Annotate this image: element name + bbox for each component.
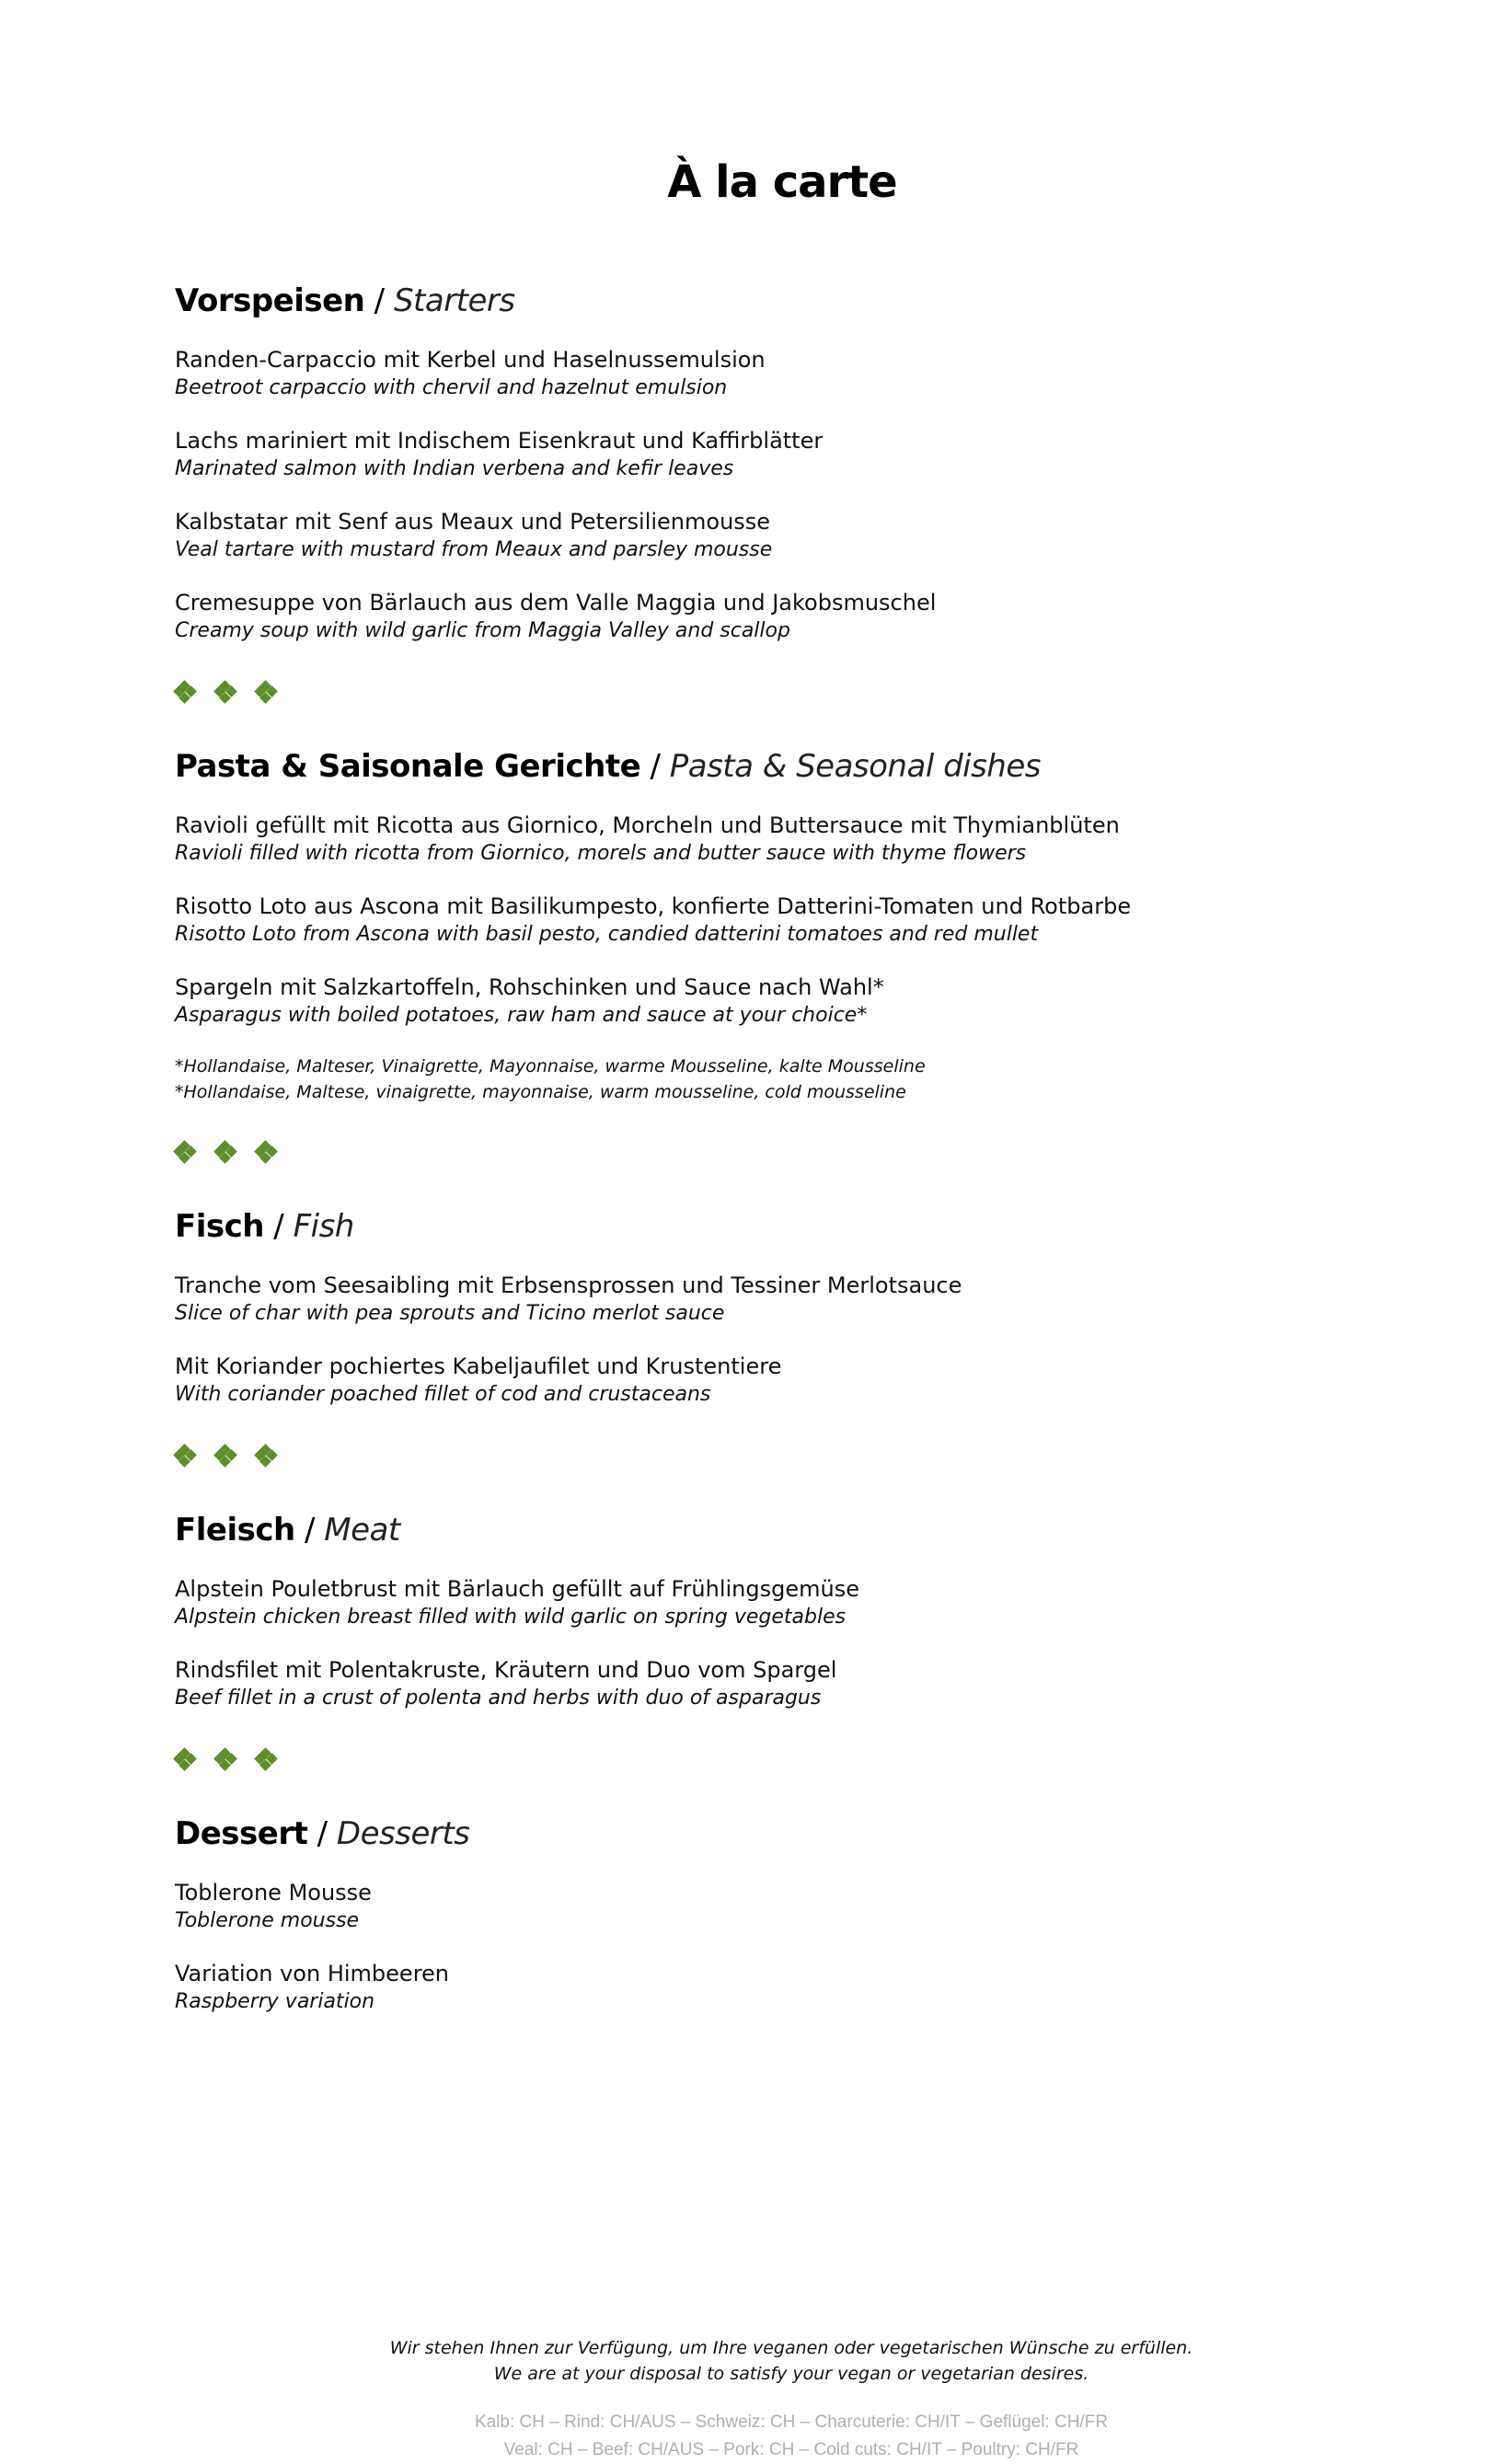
menu-item-en: Alpstein chicken breast filled with wild garlic on spring vegetables [175, 1606, 847, 1629]
menu-item-en: Creamy soup with wild garlic from Maggia Valley and scallop [175, 619, 790, 642]
menu-item [175, 1271, 1417, 1328]
menu-item [175, 1574, 1417, 1631]
four-diamond-ornament-icon [256, 1749, 276, 1769]
sauce-note-en: *Hollandaise, Maltese, vinaigrette, mayonnaise, warm mousseline, cold mousseline [175, 1082, 906, 1102]
menu-item-de: Cremesuppe von Bärlauch aus dem Valle Maggia und Jakobsmuschel [175, 590, 937, 616]
section-heading [175, 281, 1417, 321]
section-fish [175, 1206, 1417, 1409]
menu-item-en: Marinated salmon with Indian verbena and kefir leaves [175, 457, 734, 480]
page-title: À la carte [667, 156, 897, 208]
menu-item-en: With coriander poached fillet of cod and crustaceans [175, 1383, 711, 1406]
section-heading-en: Pasta & Seasonal dishes [669, 748, 1041, 785]
vegan-notice [0, 2335, 1486, 2387]
menu-item [175, 973, 1417, 1030]
meat-origin-info [0, 2409, 1486, 2464]
menu-item-de: Variation von Himbeeren [175, 1961, 450, 1986]
section-pasta [175, 746, 1417, 1105]
heading-separator: / [640, 748, 670, 785]
menu-item-en: Slice of char with pea sprouts and Ticino merlot sauce [175, 1302, 725, 1325]
menu-item-en: Ravioli filled with ricotta from Giornico, morels and butter sauce with thyme flowers [175, 842, 1027, 865]
menu-item-de: Lachs mariniert mit Indischem Eisenkraut und Kaffirblätter [175, 428, 824, 454]
section-divider [175, 1138, 1417, 1166]
section-heading-de: Dessert [175, 1815, 308, 1852]
menu-item-en: Asparagus with boiled potatoes, raw ham and sauce at your choice* [175, 1004, 868, 1027]
four-diamond-ornament-icon [215, 1445, 236, 1466]
menu-item-de: Tranche vom Seesaibling mit Erbsensprossen und Tessiner Merlotsauce [175, 1272, 962, 1298]
menu-item-de: Mit Koriander pochiertes Kabeljaufilet und Krustentiere [175, 1353, 782, 1379]
menu-item [175, 588, 1417, 645]
menu-item-de: Toblerone Mousse [175, 1880, 372, 1906]
section-meat [175, 1510, 1417, 1712]
section-desserts [175, 1813, 1417, 2016]
section-heading-en: Starters [393, 282, 515, 319]
four-diamond-ornament-icon [256, 1445, 276, 1466]
menu-item-en: Veal tartare with mustard from Meaux and parsley mousse [175, 538, 773, 561]
menu-item-en: Beef fillet in a crust of polenta and herbs with duo of asparagus [175, 1687, 822, 1710]
menu-item-de: Ravioli gefüllt mit Ricotta aus Giornico, Morcheln und Buttersauce mit Thymianblüten [175, 812, 1120, 838]
vegan-notice-en: We are at your disposal to satisfy your vegan or vegetarian desires. [493, 2364, 1089, 2384]
sauce-note-de: *Hollandaise, Malteser, Vinaigrette, Mayonnaise, warme Mousseline, kalte Mousseline [175, 1056, 926, 1077]
section-heading-de: Vorspeisen [175, 282, 365, 319]
section-heading [175, 1206, 1417, 1247]
menu-content [175, 281, 1417, 2040]
menu-item-de: Randen-Carpaccio mit Kerbel und Haselnussemulsion [175, 347, 766, 373]
menu-item [175, 1878, 1417, 1935]
section-divider [175, 1745, 1417, 1773]
section-divider [175, 1442, 1417, 1469]
four-diamond-ornament-icon [256, 1142, 276, 1162]
section-heading [175, 1813, 1417, 1854]
heading-separator: / [307, 1815, 337, 1852]
section-heading-en: Desserts [336, 1815, 470, 1852]
menu-item-en: Beetroot carpaccio with chervil and hazelnut emulsion [175, 376, 728, 399]
meat-origin-en: Veal: CH – Beef: CH/AUS – Pork: CH – Cold cuts: CH/IT – Poultry: CH/FR [503, 2440, 1079, 2459]
vegan-notice-de: Wir stehen Ihnen zur Verfügung, um Ihre veganen oder vegetarischen Wünsche zu erfüllen. [389, 2338, 1193, 2358]
menu-item [175, 1655, 1417, 1712]
menu-item-de: Kalbstatar mit Senf aus Meaux und Petersilienmousse [175, 509, 771, 535]
four-diamond-ornament-icon [215, 682, 236, 702]
menu-item [175, 1352, 1417, 1409]
four-diamond-ornament-icon [175, 1142, 195, 1162]
menu-item [175, 811, 1417, 868]
four-diamond-ornament-icon [215, 1749, 236, 1769]
menu-item [175, 507, 1417, 564]
menu-item-en: Risotto Loto from Ascona with basil pesto, candied datterini tomatoes and red mullet [175, 923, 1039, 946]
heading-separator: / [294, 1512, 325, 1549]
menu-item-de: Risotto Loto aus Ascona mit Basilikumpesto, konfierte Datterini-Tomaten und Rotbarbe [175, 893, 1132, 919]
heading-separator: / [364, 282, 394, 319]
four-diamond-ornament-icon [175, 1445, 195, 1466]
four-diamond-ornament-icon [175, 682, 195, 702]
section-heading-en: Meat [324, 1512, 400, 1549]
heading-separator: / [263, 1208, 294, 1245]
menu-item-en: Raspberry variation [175, 1990, 375, 2013]
section-heading-de: Pasta & Saisonale Gerichte [175, 748, 641, 785]
section-heading [175, 1510, 1417, 1550]
menu-item [175, 892, 1417, 949]
section-heading-de: Fisch [175, 1208, 264, 1245]
four-diamond-ornament-icon [215, 1142, 236, 1162]
section-divider [175, 678, 1417, 706]
menu-item-en: Toblerone mousse [175, 1909, 360, 1932]
four-diamond-ornament-icon [256, 682, 276, 702]
sauce-note [175, 1054, 1417, 1105]
four-diamond-ornament-icon [175, 1749, 195, 1769]
menu-item [175, 1959, 1417, 2016]
meat-origin-de: Kalb: CH – Rind: CH/AUS – Schweiz: CH – Charcuterie: CH/IT – Geflügel: CH/FR [474, 2412, 1109, 2432]
menu-item-de: Spargeln mit Salzkartoffeln, Rohschinken und Sauce nach Wahl* [175, 974, 884, 1000]
menu-item-de: Rindsfilet mit Polentakruste, Kräutern und Duo vom Spargel [175, 1657, 837, 1683]
menu-item [175, 426, 1417, 483]
menu-item [175, 345, 1417, 402]
menu-item-de: Alpstein Pouletbrust mit Bärlauch gefüllt auf Frühlingsgemüse [175, 1576, 859, 1602]
section-heading-en: Fish [293, 1208, 354, 1245]
section-heading-de: Fleisch [175, 1512, 295, 1549]
section-starters [175, 281, 1417, 645]
section-heading [175, 746, 1417, 787]
